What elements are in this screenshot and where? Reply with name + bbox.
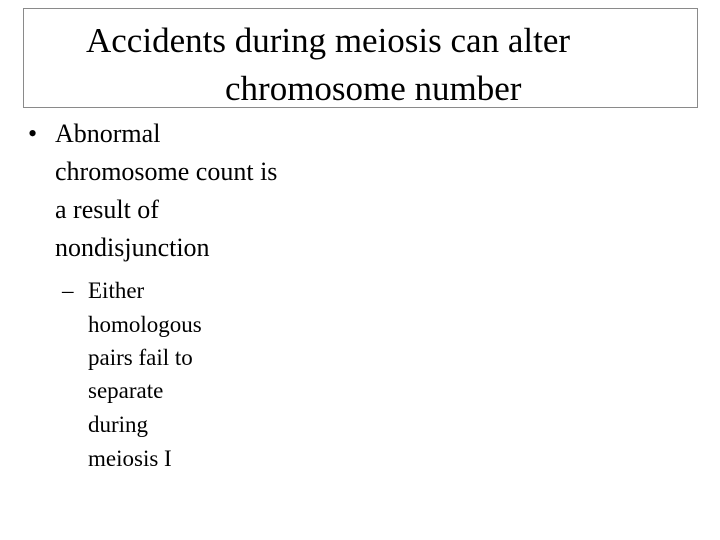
sub-bullet-text-line-1: Either: [88, 278, 145, 303]
slide-title-line-1: Accidents during meiosis can alter: [86, 21, 571, 60]
slide-title-box: [23, 8, 698, 108]
bullet-text-line-4: nondisjunction: [55, 233, 210, 262]
bullet-text-line-1: Abnormal: [55, 119, 161, 148]
sub-bullet-marker: –: [62, 278, 74, 303]
bullet-text-line-3: a result of: [55, 195, 159, 224]
sub-bullet-text-line-4: separate: [88, 378, 164, 403]
sub-bullet-text-line-5: during: [88, 412, 149, 437]
sub-bullet-text-line-2: homologous: [88, 312, 202, 337]
slide-title-line-2: chromosome number: [225, 69, 522, 108]
bullet-text-line-2: chromosome count is: [55, 157, 278, 186]
sub-bullet-text-line-3: pairs fail to: [88, 345, 193, 370]
sub-bullet-text-line-6: meiosis I: [88, 446, 172, 471]
bullet-marker: •: [28, 119, 38, 148]
